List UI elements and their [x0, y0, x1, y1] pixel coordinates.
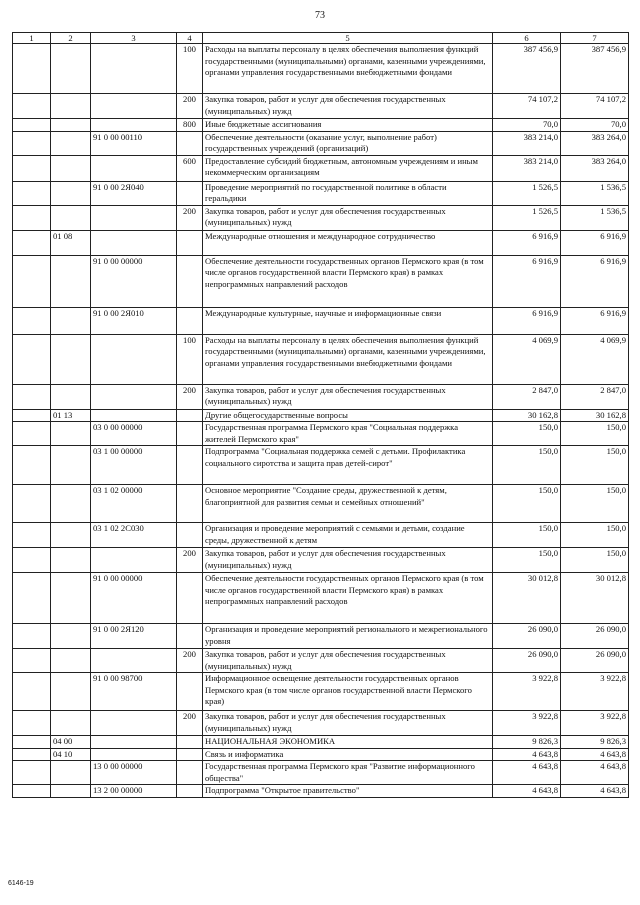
- cell-c2: [51, 422, 91, 446]
- cell-c3: 13 0 00 00000: [91, 761, 177, 785]
- cell-c4: [177, 181, 203, 205]
- cell-c5: Закупка товаров, работ и услуг для обеспечения государственных (муниципальных) нужд: [203, 548, 493, 573]
- cell-c3: [91, 384, 177, 409]
- cell-c1: [13, 548, 51, 573]
- cell-c5: Государственная программа Пермского края "Социальная поддержка жителей Пермского края": [203, 422, 493, 446]
- cell-c6: 26 090,0: [493, 624, 561, 649]
- cell-c6: 74 107,2: [493, 94, 561, 119]
- table-row: [13, 422, 629, 446]
- cell-c6: 150,0: [493, 548, 561, 573]
- cell-c5: Закупка товаров, работ и услуг для обеспечения государственных (муниципальных) нужд: [203, 649, 493, 673]
- cell-c7: 150,0: [561, 446, 629, 485]
- cell-c2: [51, 761, 91, 785]
- cell-c1: [13, 649, 51, 673]
- cell-c3: 13 2 00 00000: [91, 785, 177, 798]
- cell-c1: [13, 748, 51, 761]
- cell-c5: Закупка товаров, работ и услуг для обеспечения государственных (муниципальных) нужд: [203, 205, 493, 230]
- cell-c7: 387 456,9: [561, 44, 629, 94]
- cell-c4: [177, 748, 203, 761]
- table-row: [13, 384, 629, 409]
- cell-c6: 150,0: [493, 422, 561, 446]
- cell-c7: 1 536,5: [561, 205, 629, 230]
- cell-c5: Предоставление субсидий бюджетным, автономным учреждениям и иным некоммерческим организациям: [203, 155, 493, 181]
- cell-c1: [13, 761, 51, 785]
- cell-c5: Основное мероприятие "Создание среды, дружественной к детям, благоприятной для развития семьи и семейных отношений": [203, 485, 493, 523]
- cell-c2: [51, 548, 91, 573]
- cell-c7: 6 916,9: [561, 230, 629, 255]
- cell-c4: 200: [177, 384, 203, 409]
- table-row: [13, 131, 629, 155]
- cell-c5: Проведение мероприятий по государственной политике в области геральдики: [203, 181, 493, 205]
- cell-c4: [177, 785, 203, 798]
- cell-c3: [91, 711, 177, 736]
- cell-c3: 03 0 00 00000: [91, 422, 177, 446]
- cell-c4: 200: [177, 711, 203, 736]
- table-row: [13, 649, 629, 673]
- cell-c3: 03 1 02 2С030: [91, 523, 177, 548]
- cell-c2: [51, 307, 91, 334]
- table-row: [13, 736, 629, 749]
- cell-c3: 91 0 00 00110: [91, 131, 177, 155]
- cell-c7: 4 643,8: [561, 785, 629, 798]
- cell-c4: 800: [177, 119, 203, 132]
- cell-c3: [91, 649, 177, 673]
- cell-c7: 150,0: [561, 422, 629, 446]
- cell-c1: [13, 485, 51, 523]
- cell-c5: Расходы на выплаты персоналу в целях обеспечения выполнения функций государственными (муниципальными) органами, казенными учреждениями, органами управления государственными внебюджетными фондами: [203, 334, 493, 384]
- cell-c2: [51, 649, 91, 673]
- cell-c4: [177, 573, 203, 624]
- cell-c3: [91, 748, 177, 761]
- cell-c6: 1 526,5: [493, 205, 561, 230]
- cell-c3: 91 0 00 98700: [91, 673, 177, 711]
- cell-c7: 26 090,0: [561, 624, 629, 649]
- cell-c1: [13, 573, 51, 624]
- cell-c5: Обеспечение деятельности (оказание услуг, выполнение работ) государственных учреждений (организаций): [203, 131, 493, 155]
- cell-c4: [177, 307, 203, 334]
- cell-c2: [51, 94, 91, 119]
- cell-c6: 30 162,8: [493, 409, 561, 422]
- cell-c7: 74 107,2: [561, 94, 629, 119]
- cell-c2: 01 13: [51, 409, 91, 422]
- cell-c5: НАЦИОНАЛЬНАЯ ЭКОНОМИКА: [203, 736, 493, 749]
- cell-c1: [13, 181, 51, 205]
- cell-c1: [13, 94, 51, 119]
- cell-c7: 150,0: [561, 548, 629, 573]
- cell-c7: 26 090,0: [561, 649, 629, 673]
- cell-c6: 3 922,8: [493, 673, 561, 711]
- cell-c6: 6 916,9: [493, 307, 561, 334]
- cell-c5: Закупка товаров, работ и услуг для обеспечения государственных (муниципальных) нужд: [203, 94, 493, 119]
- cell-c4: 200: [177, 94, 203, 119]
- cell-c5: Организация и проведение мероприятий с семьями и детьми, создание среды, дружественной к детям: [203, 523, 493, 548]
- cell-c1: [13, 673, 51, 711]
- footer-code: 6146-19: [8, 880, 34, 887]
- cell-c2: [51, 523, 91, 548]
- cell-c5: Закупка товаров, работ и услуг для обеспечения государственных (муниципальных) нужд: [203, 711, 493, 736]
- cell-c7: 30 012,8: [561, 573, 629, 624]
- cell-c6: 4 643,8: [493, 748, 561, 761]
- cell-c6: 30 012,8: [493, 573, 561, 624]
- cell-c3: 91 0 00 2Я040: [91, 181, 177, 205]
- cell-c3: 91 0 00 2Я120: [91, 624, 177, 649]
- budget-table: [12, 32, 629, 798]
- cell-c7: 9 826,3: [561, 736, 629, 749]
- cell-c2: 04 00: [51, 736, 91, 749]
- table-row: [13, 409, 629, 422]
- cell-c1: [13, 131, 51, 155]
- cell-c6: 6 916,9: [493, 255, 561, 307]
- cell-c7: 383 264,0: [561, 131, 629, 155]
- cell-c6: 150,0: [493, 523, 561, 548]
- cell-c6: 383 214,0: [493, 131, 561, 155]
- cell-c2: [51, 44, 91, 94]
- header-cell: 7: [561, 33, 629, 44]
- cell-c2: [51, 785, 91, 798]
- header-cell: 4: [177, 33, 203, 44]
- cell-c6: 1 526,5: [493, 181, 561, 205]
- cell-c6: 387 456,9: [493, 44, 561, 94]
- cell-c5: Иные бюджетные ассигнования: [203, 119, 493, 132]
- cell-c1: [13, 230, 51, 255]
- cell-c7: 6 916,9: [561, 307, 629, 334]
- cell-c6: 9 826,3: [493, 736, 561, 749]
- cell-c7: 150,0: [561, 523, 629, 548]
- cell-c3: [91, 736, 177, 749]
- table-row: [13, 485, 629, 523]
- cell-c4: [177, 446, 203, 485]
- table-row: [13, 94, 629, 119]
- cell-c2: [51, 255, 91, 307]
- table-row: [13, 119, 629, 132]
- cell-c7: 4 069,9: [561, 334, 629, 384]
- header-cell: 5: [203, 33, 493, 44]
- cell-c1: [13, 523, 51, 548]
- cell-c2: [51, 384, 91, 409]
- cell-c6: 2 847,0: [493, 384, 561, 409]
- cell-c2: [51, 119, 91, 132]
- cell-c6: 383 214,0: [493, 155, 561, 181]
- cell-c1: [13, 205, 51, 230]
- cell-c4: [177, 761, 203, 785]
- cell-c6: 150,0: [493, 446, 561, 485]
- cell-c7: 3 922,8: [561, 673, 629, 711]
- cell-c4: [177, 255, 203, 307]
- cell-c1: [13, 307, 51, 334]
- cell-c1: [13, 736, 51, 749]
- header-cell: 6: [493, 33, 561, 44]
- cell-c4: 100: [177, 44, 203, 94]
- cell-c2: [51, 673, 91, 711]
- cell-c7: 1 536,5: [561, 181, 629, 205]
- cell-c4: [177, 485, 203, 523]
- table-row: [13, 573, 629, 624]
- cell-c3: [91, 409, 177, 422]
- header-row: [13, 33, 629, 44]
- cell-c3: 03 1 02 00000: [91, 485, 177, 523]
- table-row: [13, 711, 629, 736]
- page-number: 73: [315, 10, 325, 21]
- cell-c1: [13, 624, 51, 649]
- cell-c3: [91, 230, 177, 255]
- cell-c1: [13, 384, 51, 409]
- cell-c2: 01 08: [51, 230, 91, 255]
- cell-c3: 91 0 00 00000: [91, 573, 177, 624]
- cell-c6: 4 643,8: [493, 761, 561, 785]
- cell-c1: [13, 155, 51, 181]
- cell-c4: 200: [177, 205, 203, 230]
- cell-c1: [13, 334, 51, 384]
- cell-c3: [91, 44, 177, 94]
- header-cell: 3: [91, 33, 177, 44]
- table-row: [13, 523, 629, 548]
- cell-c2: [51, 624, 91, 649]
- table-row: [13, 446, 629, 485]
- table-row: [13, 334, 629, 384]
- cell-c4: [177, 736, 203, 749]
- cell-c4: 200: [177, 548, 203, 573]
- cell-c2: [51, 334, 91, 384]
- cell-c3: [91, 548, 177, 573]
- cell-c5: Организация и проведение мероприятий регионального и межрегионального уровня: [203, 624, 493, 649]
- cell-c5: Международные отношения и международное сотрудничество: [203, 230, 493, 255]
- cell-c4: [177, 673, 203, 711]
- cell-c7: 4 643,8: [561, 761, 629, 785]
- cell-c6: 6 916,9: [493, 230, 561, 255]
- cell-c6: 150,0: [493, 485, 561, 523]
- table-row: [13, 548, 629, 573]
- cell-c7: 2 847,0: [561, 384, 629, 409]
- table-row: [13, 748, 629, 761]
- table-row: [13, 230, 629, 255]
- cell-c3: [91, 205, 177, 230]
- cell-c5: Международные культурные, научные и информационные связи: [203, 307, 493, 334]
- cell-c5: Обеспечение деятельности государственных органов Пермского края (в том числе органов государственной власти Пермского края) в рамках непрограммных направлений расходов: [203, 255, 493, 307]
- cell-c5: Другие общегосударственные вопросы: [203, 409, 493, 422]
- cell-c2: [51, 205, 91, 230]
- cell-c4: 200: [177, 649, 203, 673]
- cell-c1: [13, 422, 51, 446]
- cell-c3: [91, 94, 177, 119]
- cell-c2: [51, 155, 91, 181]
- cell-c4: [177, 624, 203, 649]
- cell-c1: [13, 255, 51, 307]
- cell-c1: [13, 44, 51, 94]
- cell-c3: 03 1 00 00000: [91, 446, 177, 485]
- table-row: [13, 624, 629, 649]
- cell-c4: 100: [177, 334, 203, 384]
- cell-c5: Обеспечение деятельности государственных органов Пермского края (в том числе органов государственной власти Пермского края) в рамках непрограммных направлений расходов: [203, 573, 493, 624]
- cell-c2: [51, 485, 91, 523]
- table-row: [13, 205, 629, 230]
- cell-c5: Информационное освещение деятельности государственных органов Пермского края (в том числе органов государственной власти Пермского края): [203, 673, 493, 711]
- cell-c5: Расходы на выплаты персоналу в целях обеспечения выполнения функций государственными (муниципальными) органами, казенными учреждениями, органами управления государственными внебюджетными фондами: [203, 44, 493, 94]
- table-row: [13, 761, 629, 785]
- cell-c7: 6 916,9: [561, 255, 629, 307]
- cell-c5: Подпрограмма "Социальная поддержка семей с детьми. Профилактика социального сиротства и защита прав детей-сирот": [203, 446, 493, 485]
- cell-c3: [91, 155, 177, 181]
- cell-c5: Связь и информатика: [203, 748, 493, 761]
- cell-c7: 383 264,0: [561, 155, 629, 181]
- header-cell: 1: [13, 33, 51, 44]
- cell-c4: 600: [177, 155, 203, 181]
- table-row: [13, 181, 629, 205]
- table-row: [13, 155, 629, 181]
- cell-c4: [177, 422, 203, 446]
- table-row: [13, 255, 629, 307]
- table-body: [13, 44, 629, 798]
- cell-c4: [177, 409, 203, 422]
- header-cell: 2: [51, 33, 91, 44]
- cell-c5: Закупка товаров, работ и услуг для обеспечения государственных (муниципальных) нужд: [203, 384, 493, 409]
- cell-c7: 150,0: [561, 485, 629, 523]
- cell-c7: 30 162,8: [561, 409, 629, 422]
- cell-c6: 4 643,8: [493, 785, 561, 798]
- cell-c1: [13, 785, 51, 798]
- cell-c5: Подпрограмма "Открытое правительство": [203, 785, 493, 798]
- cell-c1: [13, 119, 51, 132]
- cell-c2: [51, 573, 91, 624]
- cell-c3: [91, 334, 177, 384]
- cell-c1: [13, 711, 51, 736]
- cell-c1: [13, 446, 51, 485]
- cell-c6: 3 922,8: [493, 711, 561, 736]
- cell-c2: [51, 711, 91, 736]
- cell-c5: Государственная программа Пермского края "Развитие информационного общества": [203, 761, 493, 785]
- cell-c2: 04 10: [51, 748, 91, 761]
- cell-c6: 26 090,0: [493, 649, 561, 673]
- cell-c3: 91 0 00 2Я010: [91, 307, 177, 334]
- cell-c2: [51, 181, 91, 205]
- cell-c4: [177, 131, 203, 155]
- table-row: [13, 307, 629, 334]
- cell-c7: 70,0: [561, 119, 629, 132]
- cell-c7: 3 922,8: [561, 711, 629, 736]
- cell-c1: [13, 409, 51, 422]
- cell-c4: [177, 230, 203, 255]
- cell-c6: 70,0: [493, 119, 561, 132]
- cell-c2: [51, 446, 91, 485]
- table-row: [13, 785, 629, 798]
- cell-c2: [51, 131, 91, 155]
- cell-c4: [177, 523, 203, 548]
- cell-c7: 4 643,8: [561, 748, 629, 761]
- table-row: [13, 44, 629, 94]
- cell-c3: 91 0 00 00000: [91, 255, 177, 307]
- table-row: [13, 673, 629, 711]
- cell-c6: 4 069,9: [493, 334, 561, 384]
- cell-c3: [91, 119, 177, 132]
